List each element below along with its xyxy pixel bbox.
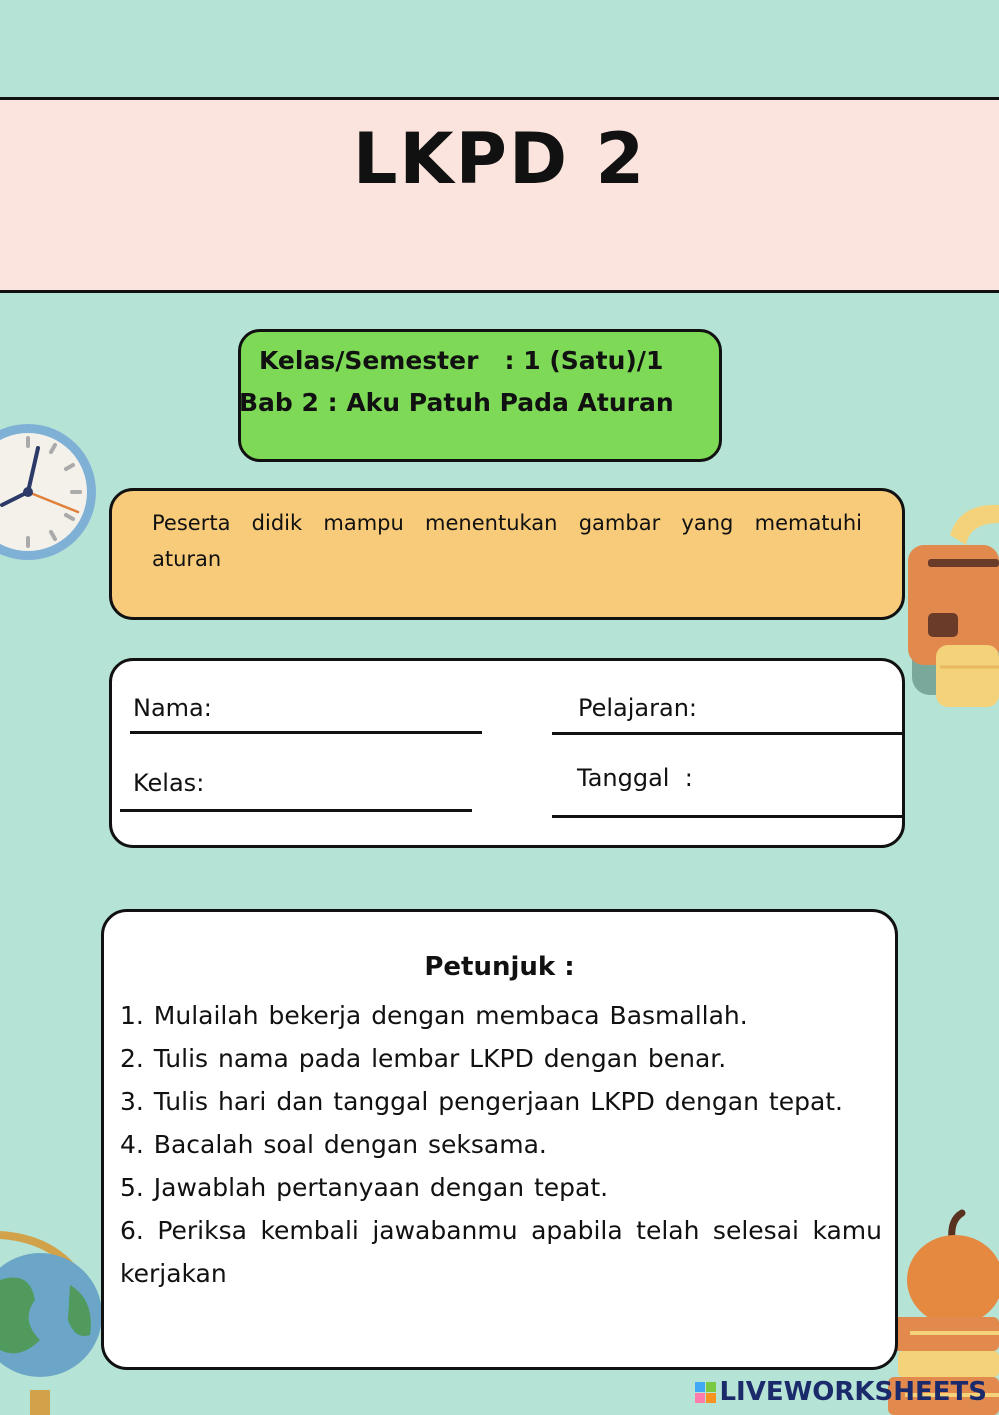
learning-goal-text: Peserta didik mampu menentukan gambar yang mematuhi aturan: [152, 511, 862, 571]
clock-icon: [0, 420, 102, 565]
instruction-item: 1. Mulailah bekerja dengan membaca Basmallah.: [120, 1001, 748, 1030]
identity-box: [109, 658, 905, 848]
instruction-item: 5. Jawablah pertanyaan dengan tepat.: [120, 1173, 609, 1202]
subject-label: Pelajaran:: [578, 694, 698, 722]
instruction-item: 3. Tulis hari dan tanggal pengerjaan LKPD dengan tepat.: [120, 1087, 844, 1116]
date-label: Tanggal :: [577, 764, 693, 792]
instruction-item: 2. Tulis nama pada lembar LKPD dengan benar.: [120, 1044, 727, 1073]
subject-line[interactable]: [552, 732, 904, 735]
class-label: Kelas:: [133, 769, 205, 797]
title-banner: [0, 97, 999, 293]
date-line[interactable]: [552, 815, 904, 818]
class-line[interactable]: [120, 809, 472, 812]
instruction-item: 4. Bacalah soal dengan seksama.: [120, 1130, 547, 1159]
instructions-title: Petunjuk :: [424, 952, 575, 982]
brand-text: LIVEWORKSHEETS: [719, 1377, 987, 1407]
class-semester-text: Kelas/Semester : 1 (Satu)/1: [259, 346, 664, 375]
logo-mark-icon: [695, 1382, 716, 1403]
instructions-list: [120, 994, 882, 1295]
liveworksheets-logo: [695, 1377, 987, 1407]
name-line[interactable]: [130, 731, 482, 734]
globe-icon: [0, 1230, 108, 1415]
page-title: LKPD 2: [352, 118, 647, 200]
learning-goal-box: [109, 488, 905, 620]
name-label: Nama:: [133, 694, 212, 722]
class-info-box: [238, 329, 722, 462]
backpack-icon: [900, 495, 999, 730]
instructions-box: [101, 909, 898, 1370]
chapter-text: Bab 2 : Aku Patuh Pada Aturan: [239, 388, 674, 417]
instruction-item: 6. Periksa kembali jawabanmu apabila telah selesai kamu kerjakan: [120, 1216, 882, 1288]
